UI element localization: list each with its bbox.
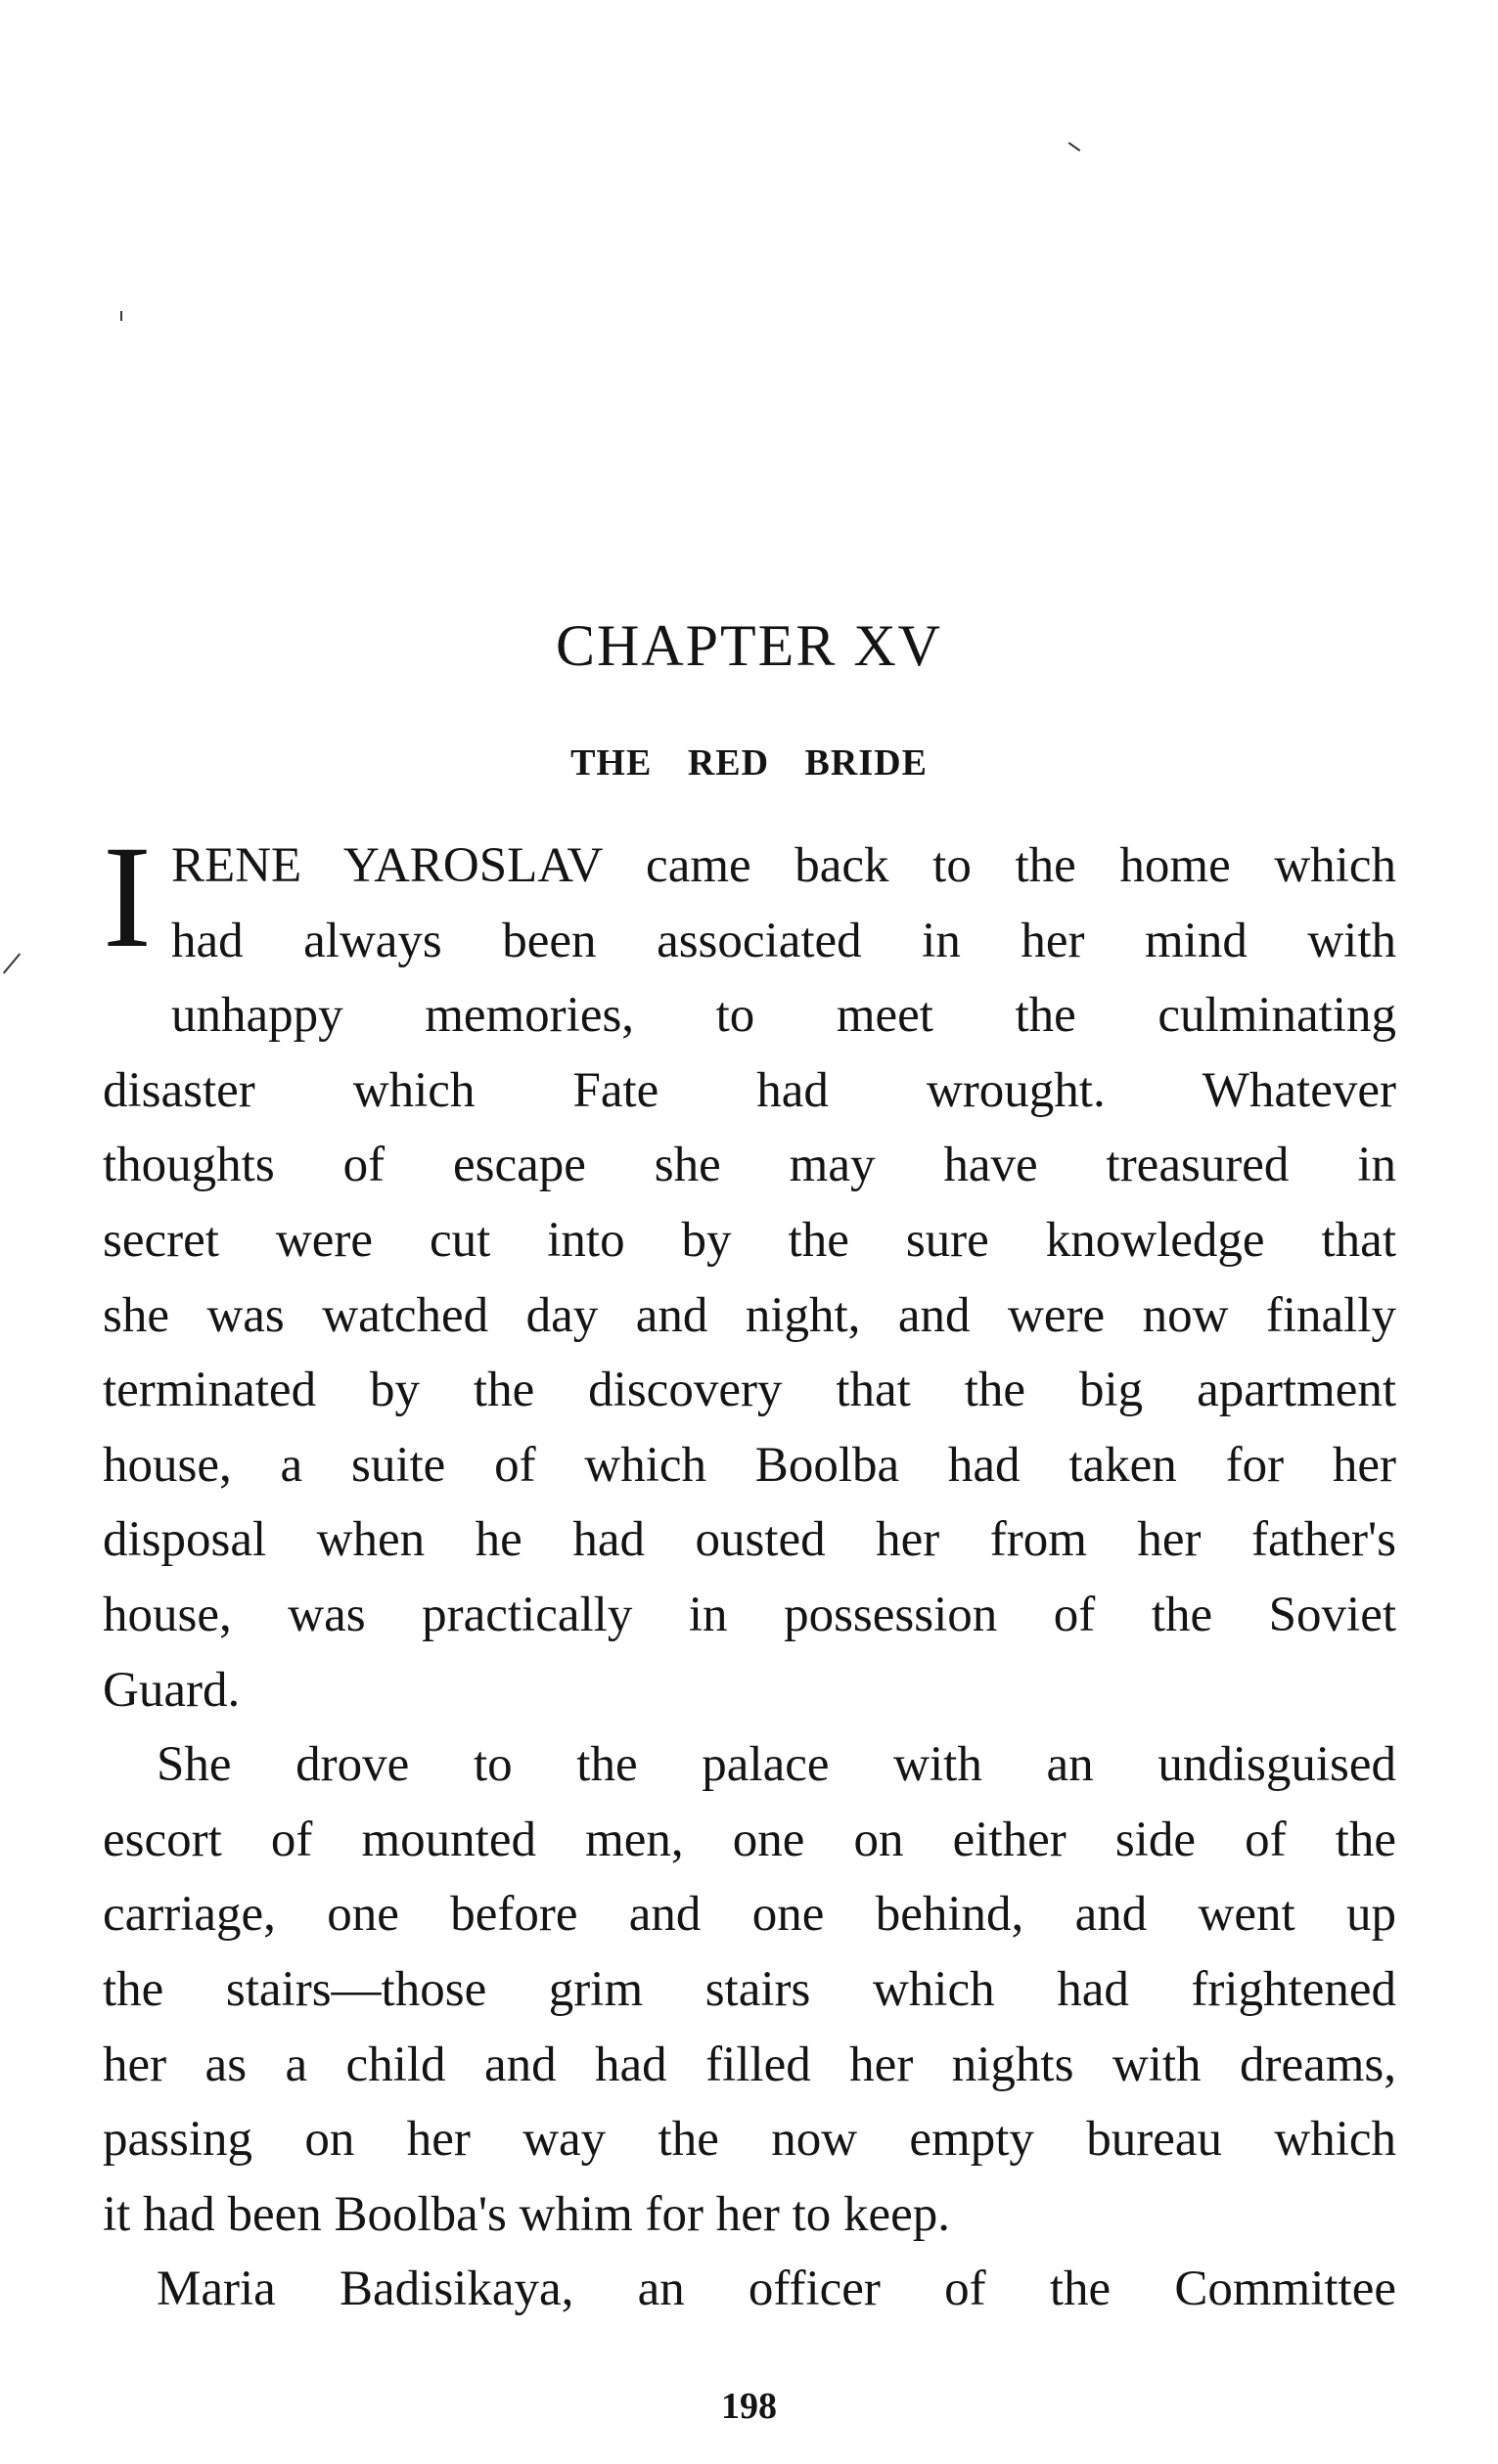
text-line — [103, 2252, 1396, 2327]
chapter-title: THE RED BRIDE — [570, 742, 928, 784]
print-speck — [3, 953, 21, 973]
paragraph-3 — [103, 2252, 1396, 2327]
text-line: had always been associated in her mind with — [171, 913, 1396, 968]
page-number: 198 — [721, 2386, 777, 2427]
chapter-heading: CHAPTER XV — [555, 613, 943, 678]
text-line: passing on her way the now empty bureau which — [103, 2112, 1396, 2168]
text-line-content: Maria Badisikaya, an officer of the Committee — [157, 2262, 1396, 2317]
text-line: disaster which Fate had wrought. Whatever — [103, 1062, 1396, 1118]
text-line-content: She drove to the palace with an undisguised — [157, 1737, 1396, 1793]
print-speck — [120, 311, 122, 321]
text-line: unhappy memories, to meet the culminating — [171, 988, 1396, 1044]
drop-cap: I — [103, 816, 152, 978]
text-line: escort of mounted men, one on either side of the — [103, 1812, 1396, 1867]
text-line: house, was practically in possession of the Soviet — [103, 1587, 1396, 1642]
text-line: the stairs—those grim stairs which had frightened — [103, 1961, 1396, 2017]
text-line: secret were cut into by the sure knowledge that — [103, 1212, 1396, 1268]
paragraph-1 — [103, 816, 1396, 1727]
print-speck — [1068, 142, 1081, 152]
body-text — [103, 816, 1396, 2327]
text-line: carriage, one before and one behind, and went up — [103, 1887, 1396, 1943]
paragraph-2 — [103, 1727, 1396, 2252]
text-line: disposal when he had ousted her from her father's — [103, 1512, 1396, 1568]
text-line: her as a child and had filled her nights with dreams, — [103, 2037, 1396, 2092]
text-line: terminated by the discovery that the big apartment — [103, 1363, 1396, 1418]
text-line: Guard. — [103, 1662, 241, 1718]
text-line: it had been Boolba's whim for her to keep. — [103, 2186, 951, 2242]
text-line: thoughts of escape she may have treasured in — [103, 1138, 1396, 1193]
text-line — [103, 1727, 1396, 1803]
text-line: she was watched day and night, and were now finally — [103, 1287, 1396, 1343]
text-line: RENE YAROSLAV came back to the home which — [171, 838, 1396, 893]
text-line: house, a suite of which Boolba had taken for her — [103, 1437, 1396, 1493]
